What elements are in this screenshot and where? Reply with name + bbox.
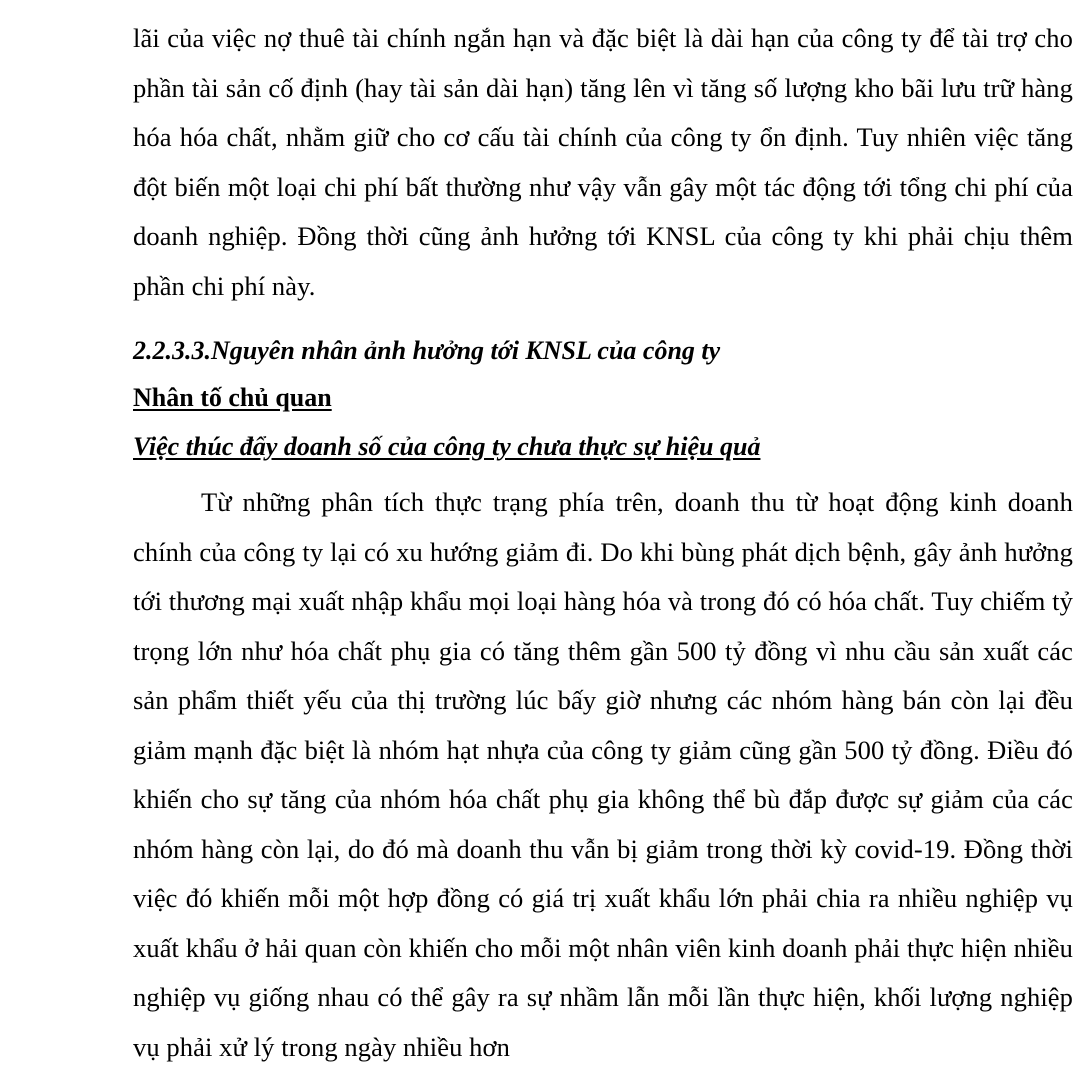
section-heading-number: 2.2.3.3.	[133, 336, 211, 365]
subheading-italic	[133, 423, 1073, 470]
subheading-italic-text: Việc thúc đẩy doanh số của công ty chưa thực sự hiệu quả	[133, 432, 761, 461]
paragraph-main: Từ những phân tích thực trạng phía trên, doanh thu từ hoạt động kinh doanh chính của công ty lại có xu hướng giảm đi. Do khi bùng phát dịch bệnh, gây ảnh hưởng tới thương mại xuất nhập khẩu mọi loại hàng hóa và trong đó có hóa chất. Tuy chiếm tỷ trọng lớn như hóa chất phụ gia có tăng thêm gần 500 tỷ đồng vì nhu cầu sản xuất các sản phẩm thiết yếu của thị trường lúc bấy giờ nhưng các nhóm hàng bán còn lại đều giảm mạnh đặc biệt là nhóm hạt nhựa của công ty giảm cũng gần 500 tỷ đồng. Điều đó khiến cho sự tăng của nhóm hóa chất phụ gia không thể bù đắp được sự giảm của các nhóm hàng còn lại, do đó mà doanh thu vẫn bị giảm trong thời kỳ covid-19. Đồng thời việc đó khiến mỗi một hợp đồng có giá trị xuất khẩu lớn phải chia ra nhiều nghiệp vụ xuất khẩu ở hải quan còn khiến cho mỗi một nhân viên kinh doanh phải thực hiện nhiều nghiệp vụ giống nhau có thể gây ra sự nhầm lẫn mỗi lần thực hiện, khối lượng nghiệp vụ phải xử lý trong ngày nhiều hơn	[133, 487, 1073, 1062]
spacer	[133, 470, 1073, 478]
subheading-bold	[133, 374, 1073, 421]
document-body	[133, 14, 1073, 1072]
section-heading	[133, 327, 1073, 374]
subheading-bold-text: Nhân tố chủ quan	[133, 383, 332, 412]
paragraph-continued: lãi của việc nợ thuê tài chính ngắn hạn và đặc biệt là dài hạn của công ty để tài trợ cho phần tài sản cố định (hay tài sản dài hạn) tăng lên vì tăng số lượng kho bãi lưu trữ hàng hóa hóa chất, nhằm giữ cho cơ cấu tài chính của công ty ổn định. Tuy nhiên việc tăng đột biến một loại chi phí bất thường như vậy vẫn gây một tác động tới tổng chi phí của doanh nghiệp. Đồng thời cũng ảnh hưởng tới KNSL của công ty khi phải chịu thêm phần chi phí này.	[133, 23, 1073, 301]
section-heading-title: Nguyên nhân ảnh hưởng tới KNSL của công ty	[211, 336, 721, 365]
